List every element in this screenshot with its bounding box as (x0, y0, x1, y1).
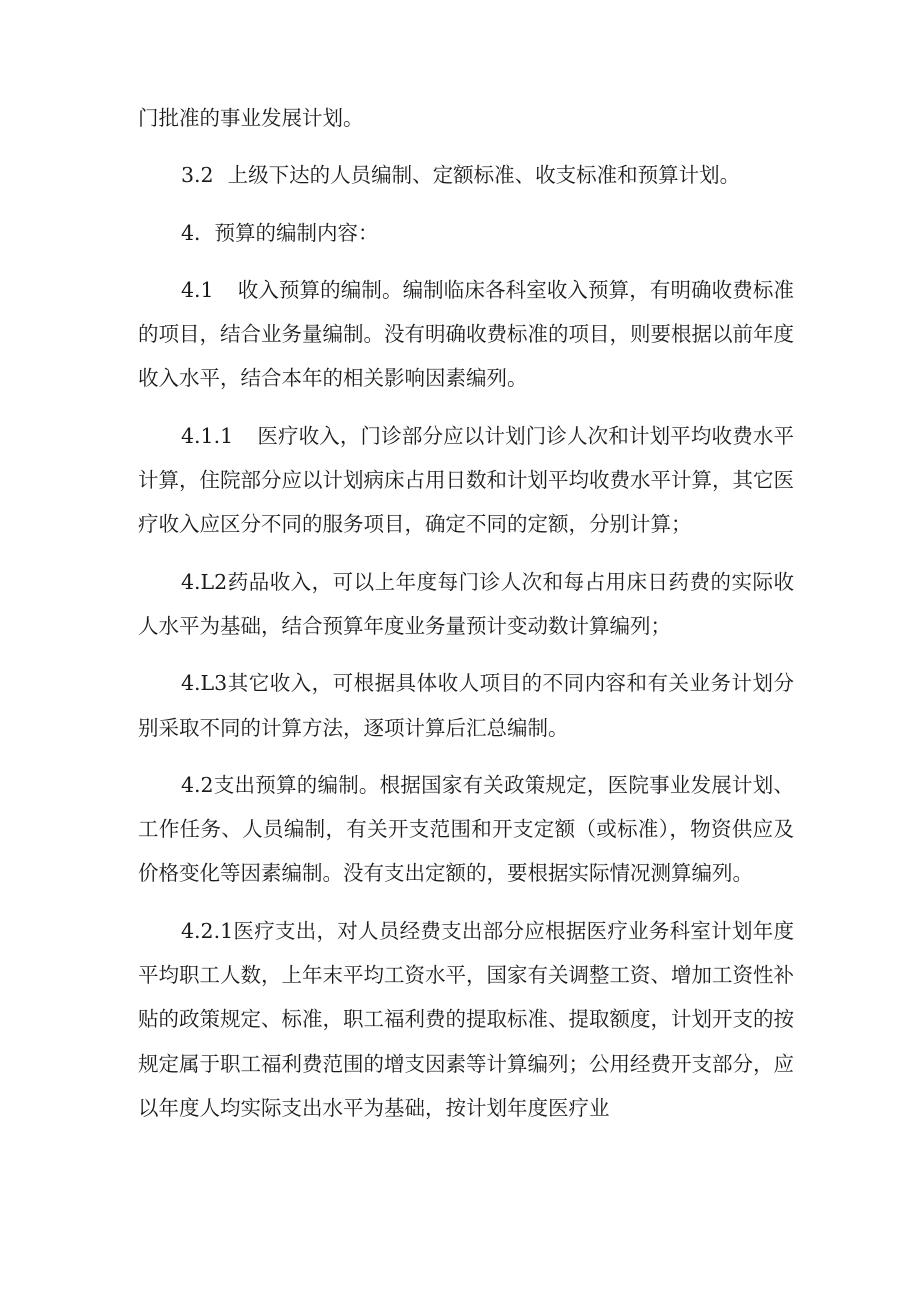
paragraph-4-2 (138, 763, 794, 896)
section-number: 3.2 (181, 163, 214, 188)
paragraph-4-2-1 (138, 909, 794, 1130)
paragraph-4-1-2 (138, 560, 794, 649)
paragraph-4 (138, 211, 794, 255)
paragraph-text: 门批准的事业发展计划。 (138, 106, 364, 130)
paragraph-text: 4.L3其它收入，可根据具体收人项目的不同内容和有关业务计划分别采取不同的计算方法，逐项计算后汇总编制。 (138, 671, 794, 740)
paragraph-text: 收入预算的编制。编制临床各科室收入预算，有明确收费标准的项目，结合业务量编制。没有明确收费标准的项目，则要根据以前年度收入水平，结合本年的相关影响因素编列。 (138, 277, 794, 391)
paragraph-text: 4.L2药品收入，可以上年度每门诊人次和每占用床日药费的实际收人水平为基础，结合预算年度业务量预计变动数计算编列； (138, 569, 794, 638)
document-page (138, 96, 794, 1130)
paragraph-text: 4.2支出预算的编制。根据国家有关政策规定，医院事业发展计划、工作任务、人员编制，有关开支范围和开支定额（或标准），物资供应及价格变化等因素编制。没有支出定额的，要根据实际情况测算编列。 (138, 772, 794, 886)
section-number: 4.1.1 (181, 423, 234, 448)
paragraph-text: ．预算的编制内容： (194, 220, 379, 245)
paragraph-4-1 (138, 268, 794, 401)
paragraph-4-1-3 (138, 661, 794, 750)
section-number: 4.1 (181, 277, 214, 302)
section-number: 4 (181, 220, 195, 245)
paragraph-text: 4.2.1医疗支出，对人员经费支出部分应根据医疗业务科室计划年度平均职工人数，上年末平均工资水平，国家有关调整工资、增加工资性补贴的政策规定、标准，职工福利费的提取标准、提取额度，计划开支的按规定属于职工福利费范围的增支因素等计算编列；公用经费开支部分，应以年度人均实际支出水平为基础，按计划年度医疗业 (138, 918, 794, 1120)
paragraph-4-1-1 (138, 414, 794, 547)
paragraph-text: 上级下达的人员编制、定额标准、收支标准和预算计划。 (227, 163, 741, 188)
paragraph-3-2 (138, 153, 794, 197)
paragraph-continuation (138, 96, 794, 140)
paragraph-text: 医疗收入，门诊部分应以计划门诊人次和计划平均收费水平计算，住院部分应以计划病床占用日数和计划平均收费水平计算，其它医疗收入应区分不同的服务项目，确定不同的定额，分别计算； (138, 423, 794, 537)
